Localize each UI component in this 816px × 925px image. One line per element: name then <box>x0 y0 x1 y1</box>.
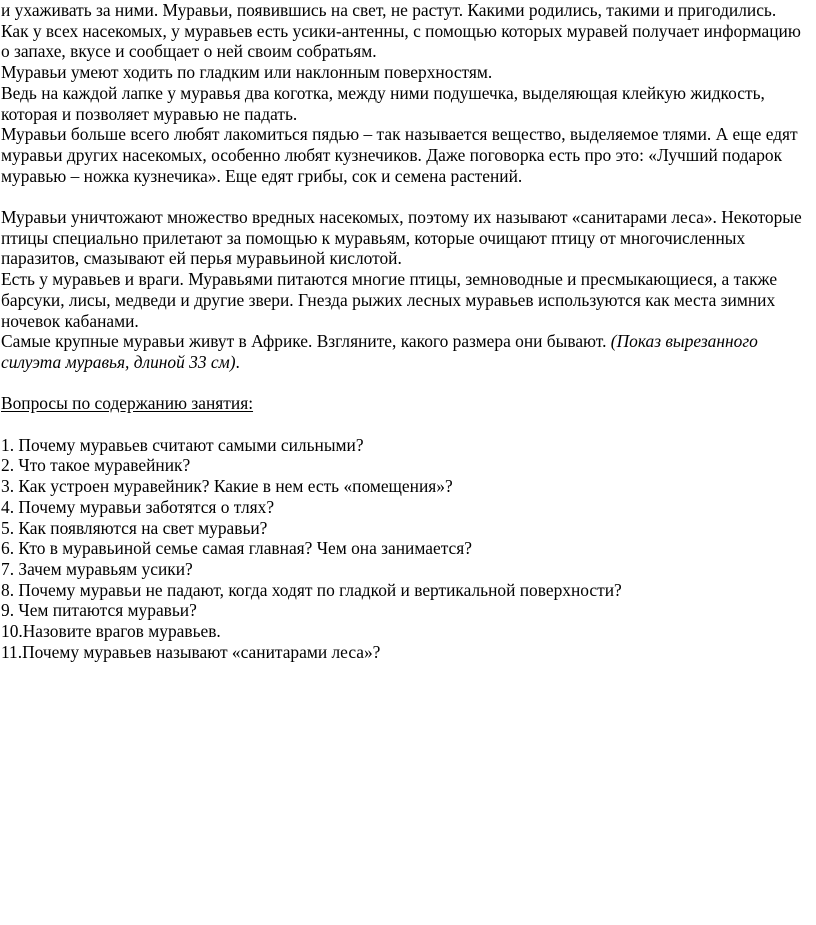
africa-note: (Показ вырезанного силуэта муравья, длиной 33 см) <box>1 331 758 372</box>
document-page <box>1 0 813 662</box>
question-item: 3. Как устроен муравейник? Какие в нем есть «помещения»? <box>1 476 453 497</box>
paragraph-enemies: Есть у муравьев и враги. Муравьями питаются многие птицы, земноводные и пресмыкающиеся, а также барсуки, лисы, медведи и другие звери. Гнезда рыжих лесных муравьев используются как места зимних ночевок кабанами. <box>1 269 778 331</box>
questions-list <box>1 435 813 663</box>
question-item: 5. Как появляются на свет муравьи? <box>1 517 268 538</box>
blank-line <box>1 414 813 435</box>
paragraph-forest-sanitars: Муравьи уничтожают множество вредных насекомых, поэтому их называют «санитарами леса». Некоторые птицы специально прилетают за помощью к муравьям, которые очищают птицу от многочисленных паразитов, смазывают ей перья муравьиной кислотой. <box>1 207 802 269</box>
paragraph-claws: Ведь на каждой лапке у муравья два коготка, между ними подушечка, выделяющая клейкую жидкость, которая и позволяет муравью не падать. <box>1 82 765 124</box>
africa-end: . <box>235 351 240 372</box>
question-item: 9. Чем питаются муравьи? <box>1 600 197 621</box>
paragraph-antennae: Как у всех насекомых, у муравьев есть усики-антенны, с помощью которых муравей получает информацию о запахе, вкусе и сообщает о ней своим собратьям. <box>1 20 801 62</box>
question-item: 7. Зачем муравьям усики? <box>1 558 193 579</box>
question-item: 2. Что такое муравейник? <box>1 455 191 476</box>
question-item: 1. Почему муравьев считают самыми сильными? <box>1 434 364 455</box>
question-item: 4. Почему муравьи заботятся о тлях? <box>1 496 275 517</box>
blank-line <box>1 373 813 394</box>
question-item: 11.Почему муравьев называют «санитарами леса»? <box>1 641 381 662</box>
question-item: 6. Кто в муравьиной семье самая главная? Чем она занимается? <box>1 538 472 559</box>
africa-text: Самые крупные муравьи живут в Африке. Взгляните, какого размера они бывают. <box>1 331 611 352</box>
blank-line <box>1 186 813 207</box>
question-item: 10.Назовите врагов муравьев. <box>1 621 221 642</box>
paragraph-care: и ухаживать за ними. Муравьи, появившись на свет, не растут. Какими родились, такими и пригодились. <box>1 0 777 20</box>
paragraph-africa <box>1 331 813 372</box>
question-item: 8. Почему муравьи не падают, когда ходят по гладкой и вертикальной поверхности? <box>1 579 622 600</box>
questions-heading: Вопросы по содержанию занятия: <box>1 393 254 414</box>
paragraph-walking: Муравьи умеют ходить по гладким или наклонным поверхностям. <box>1 62 493 83</box>
paragraph-food: Муравьи больше всего любят лакомиться пядью – так называется вещество, выделяемое тлями. А еще едят муравьи других насекомых, особенно любят кузнечиков. Даже поговорка есть про это: «Лучший подарок муравью – ножка кузнечика». Еще едят грибы, сок и семена растений. <box>1 124 798 186</box>
